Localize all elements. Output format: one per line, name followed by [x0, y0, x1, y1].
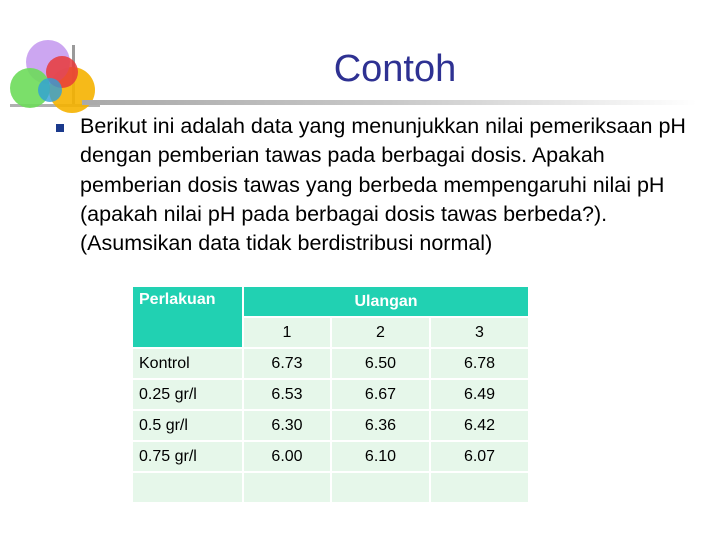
ph-value: 6.30: [243, 410, 331, 441]
ph-value: 6.50: [331, 348, 430, 379]
empty-cell: [243, 472, 331, 503]
ph-value: 6.49: [430, 379, 529, 410]
header-replicate: Ulangan: [243, 286, 529, 317]
ph-value: 6.73: [243, 348, 331, 379]
ph-value: 6.78: [430, 348, 529, 379]
treatment-label: 0.5 gr/l: [132, 410, 243, 441]
ph-value: 6.10: [331, 441, 430, 472]
replicate-number: 1: [243, 317, 331, 348]
treatment-label: 0.75 gr/l: [132, 441, 243, 472]
bullet-paragraph: Berikut ini adalah data yang menunjukkan nilai pemeriksaan pH dengan pemberian tawas pada berbagai dosis. Apakah pemberian dosis tawas yang berbeda mempengaruhi nilai pH (apakah nilai pH pada berbagai dosis tawas berbeda?). (Asumsikan data tidak berdistribusi normal): [80, 114, 686, 256]
replicate-number: 2: [331, 317, 430, 348]
table-row: [132, 379, 529, 410]
ph-value: 6.53: [243, 379, 331, 410]
treatment-label: Kontrol: [132, 348, 243, 379]
ph-data-table: [131, 285, 530, 504]
table-row: [132, 441, 529, 472]
title-divider: [82, 100, 697, 105]
empty-cell: [331, 472, 430, 503]
treatment-label: 0.25 gr/l: [132, 379, 243, 410]
decorative-circles-logo: [0, 0, 110, 115]
ph-value: 6.00: [243, 441, 331, 472]
header-treatment: Perlakuan: [132, 286, 243, 348]
slide-title: Contoh: [333, 48, 457, 90]
ph-value: 6.07: [430, 441, 529, 472]
table-header-row: [132, 286, 529, 317]
empty-cell: [430, 472, 529, 503]
ph-value: 6.67: [331, 379, 430, 410]
empty-table-row: [132, 472, 529, 503]
ph-value: 6.42: [430, 410, 529, 441]
empty-cell: [132, 472, 243, 503]
bullet-marker-icon: [56, 124, 64, 132]
table-row: [132, 410, 529, 441]
ph-value: 6.36: [331, 410, 430, 441]
replicate-number: 3: [430, 317, 529, 348]
table-row: [132, 348, 529, 379]
